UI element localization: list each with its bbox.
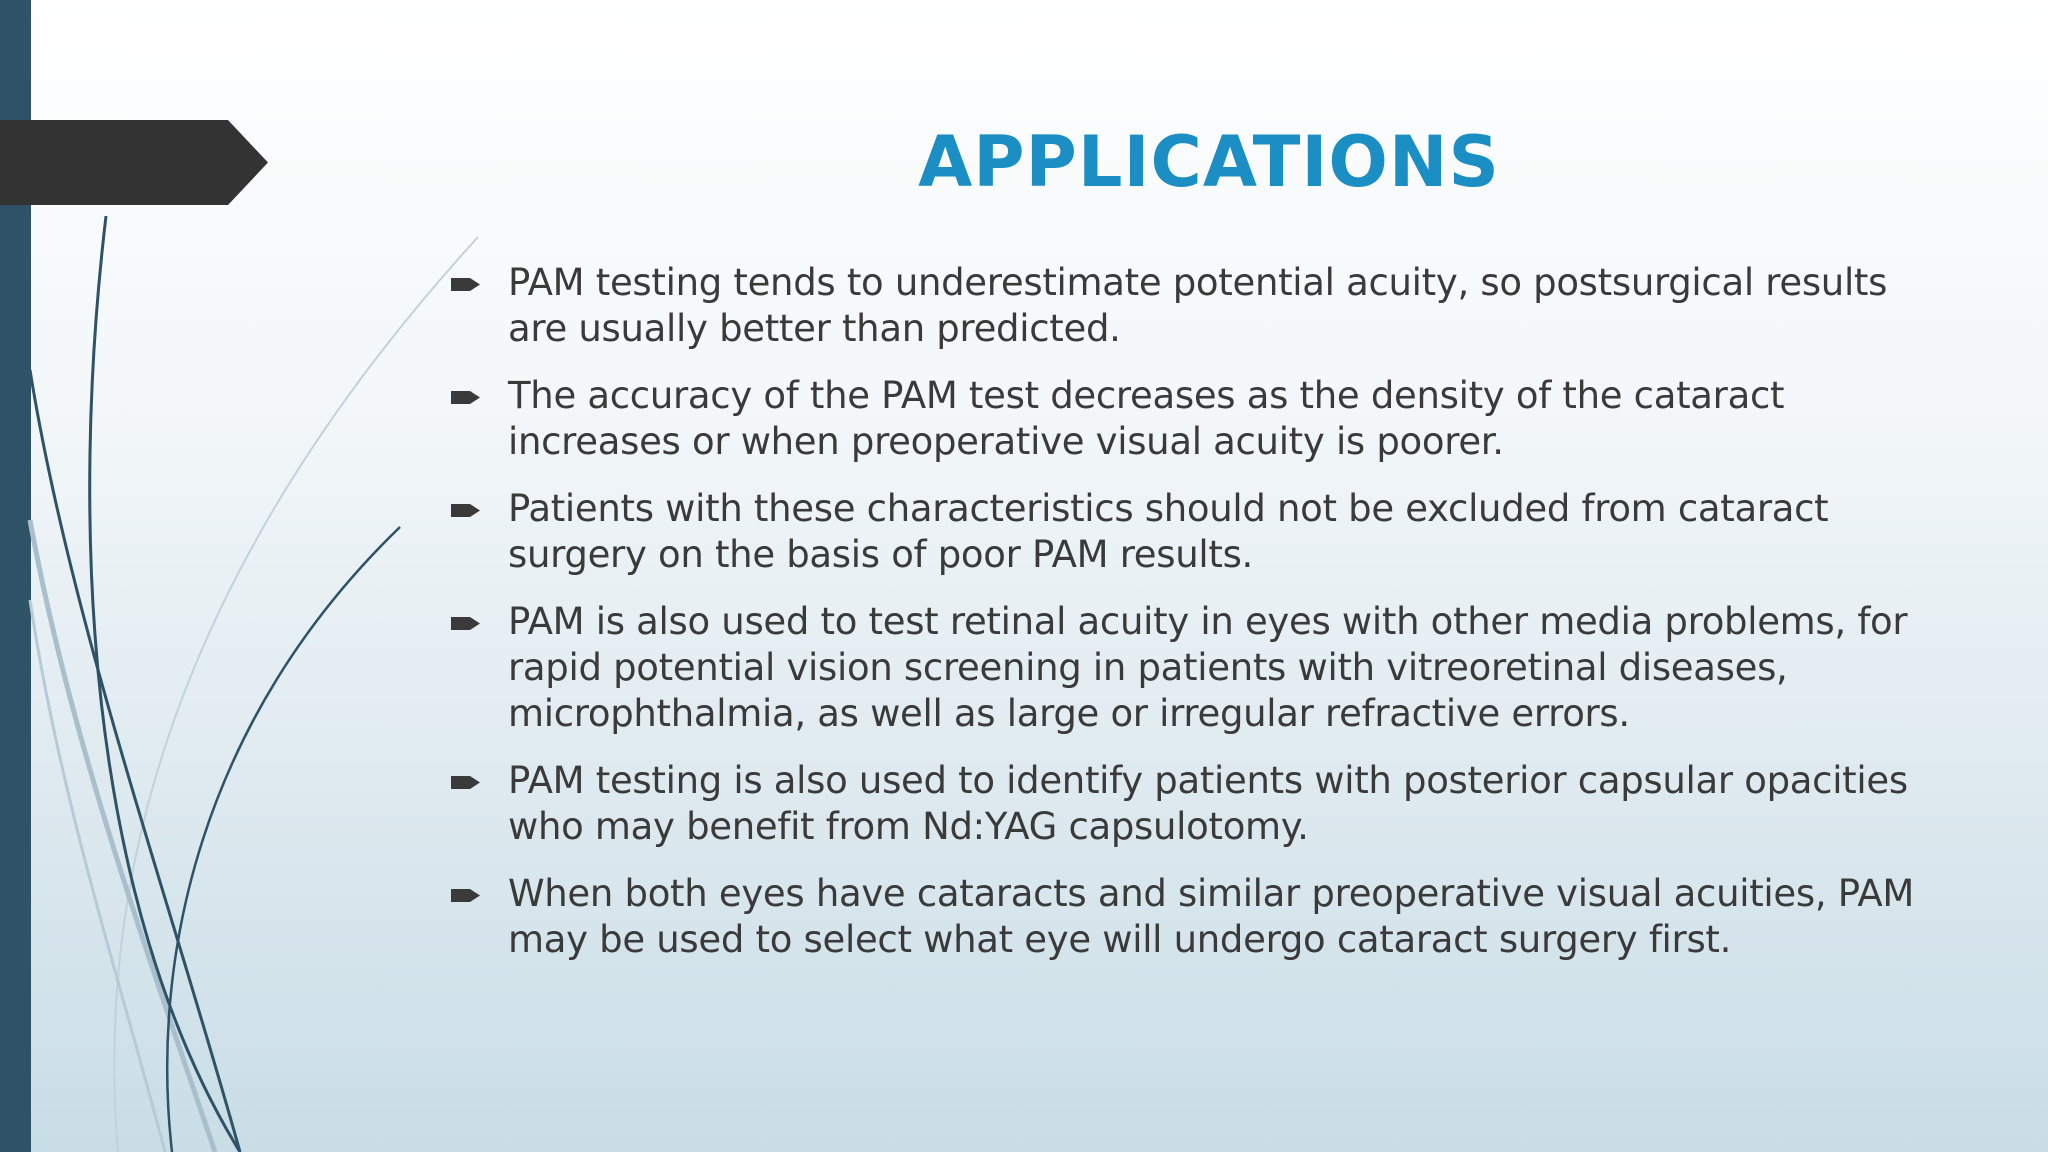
arrow-right-icon [451, 502, 481, 519]
bullet-text: PAM testing tends to underestimate potential acuity, so postsurgical results are usually better than predicted. [508, 261, 1888, 350]
arrow-right-icon [451, 774, 481, 791]
bullet-text: The accuracy of the PAM test decreases as the density of the cataract increases or when preoperative visual acuity is poorer. [508, 374, 1785, 463]
arrow-right-icon [451, 887, 481, 904]
bullet-text: When both eyes have cataracts and similar preoperative visual acuities, PAM may be used to select what eye will undergo cataract surgery first. [508, 872, 1915, 961]
bullet-item [448, 758, 1928, 850]
arrow-right-icon [451, 389, 481, 406]
bullet-list [448, 260, 1928, 984]
arrow-right-icon [451, 276, 481, 293]
bullet-item [448, 373, 1928, 465]
bullet-item [448, 599, 1928, 737]
slide-title: APPLICATIONS [918, 121, 1500, 203]
bullet-item [448, 486, 1928, 578]
bullet-text: PAM is also used to test retinal acuity in eyes with other media problems, for rapid potential vision screening in patients with vitreoretinal diseases, microphthalmia, as well as large or irregular refractive errors. [508, 600, 1908, 735]
bullet-item [448, 871, 1928, 963]
bullet-item [448, 260, 1928, 352]
bullet-text: Patients with these characteristics should not be excluded from cataract surgery on the basis of poor PAM results. [508, 487, 1829, 576]
bullet-text: PAM testing is also used to identify patients with posterior capsular opacities who may benefit from Nd:YAG capsulotomy. [508, 759, 1908, 848]
arrow-right-icon [451, 615, 481, 632]
